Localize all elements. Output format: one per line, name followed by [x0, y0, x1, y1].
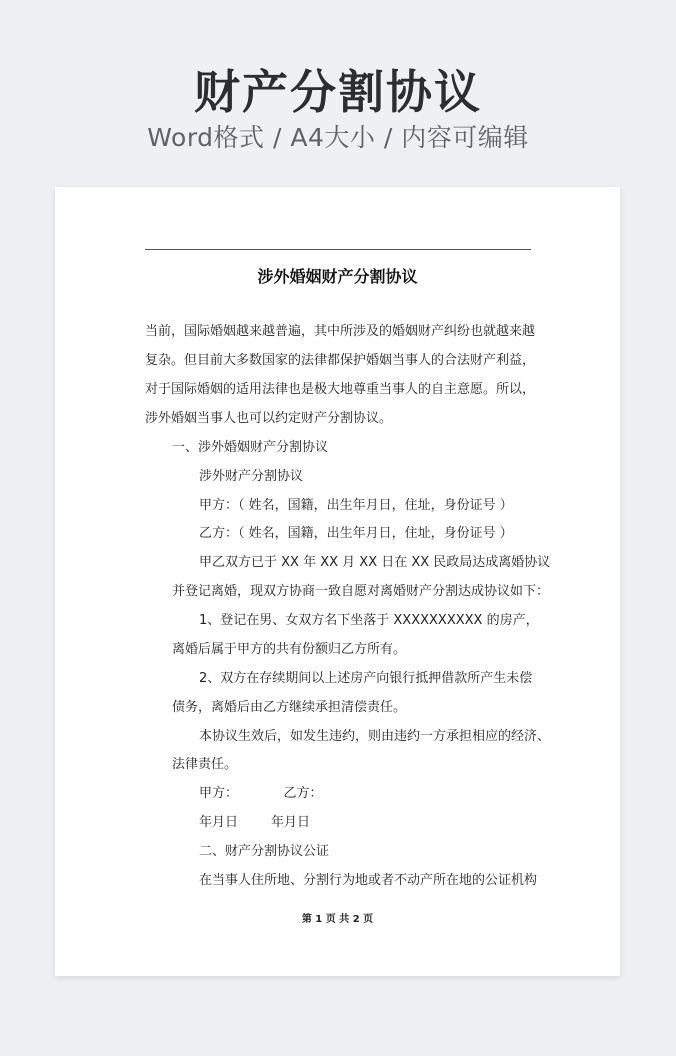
clause-1-line: 1、登记在男、女双方名下坐落于 XXXXXXXXXX 的房产， [199, 613, 539, 628]
party-a-line: 甲方：（ 姓名，国籍，出生年月日，住址，身份证号 ） [199, 498, 513, 513]
paragraph-line: 并登记离婚，现双方协商一致自愿对离婚财产分割达成协议如下： [172, 584, 550, 599]
clause-2-line: 债务，离婚后由乙方继续承担清偿责任。 [172, 700, 407, 715]
section-heading-2: 二、财产分割协议公证 [199, 844, 330, 859]
section-heading-1: 一、涉外婚姻财产分割协议 [172, 440, 329, 455]
paragraph-line: 本协议生效后，如发生违约，则由违约一方承担相应的经济、 [199, 729, 551, 744]
clause-2-line: 2、双方在存续期间以上述房产向银行抵押借款所产生未偿 [199, 671, 533, 686]
paragraph-line: 涉外婚姻当事人也可以约定财产分割协议。 [145, 411, 393, 426]
header-rule [145, 249, 531, 250]
document-page [55, 187, 620, 976]
clause-1-line: 离婚后属于甲方的共有份额归乙方所有。 [172, 642, 407, 657]
signature-line: 甲方： 乙方： [199, 786, 323, 801]
party-b-line: 乙方：（ 姓名，国籍，出生年月日，住址，身份证号 ） [199, 526, 513, 541]
banner-subtitle: Word格式 / A4大小 / 内容可编辑 [147, 123, 529, 152]
paragraph-line: 法律责任。 [172, 757, 238, 772]
paragraph-line: 当前，国际婚姻越来越普遍，其中所涉及的婚姻财产纠纷也就越来越 [145, 324, 536, 339]
paragraph-line: 对于国际婚姻的适用法律也是极大地尊重当事人的自主意愿。所以， [145, 382, 536, 397]
document-title: 涉外婚姻财产分割协议 [257, 267, 418, 286]
paragraph-line: 在当事人住所地、分割行为地或者不动产所在地的公证机构 [199, 873, 538, 888]
banner-title: 财产分割协议 [194, 65, 482, 119]
page-number: 第 1 页 共 2 页 [301, 914, 374, 925]
paragraph-line: 甲乙双方已于 XX 年 XX 月 XX 日在 XX 民政局达成离婚协议 [199, 555, 551, 570]
paragraph-line: 复杂。但目前大多数国家的法律都保护婚姻当事人的合法财产利益， [145, 353, 536, 368]
paragraph-line: 涉外财产分割协议 [199, 469, 304, 484]
date-line: 年月日 年月日 [199, 815, 311, 830]
